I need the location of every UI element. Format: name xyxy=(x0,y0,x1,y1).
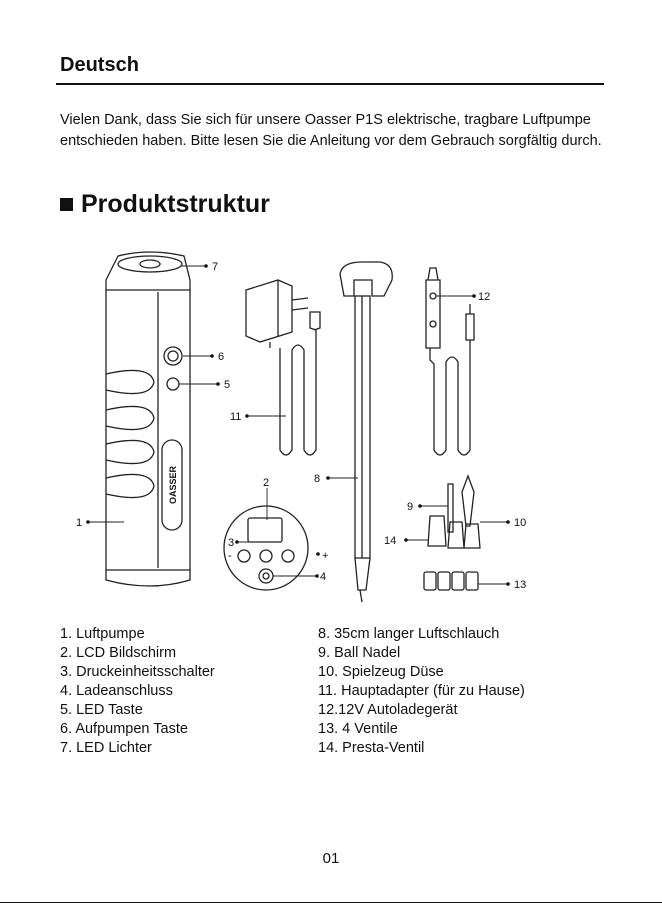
page-number: 01 xyxy=(322,850,340,867)
square-bullet-icon xyxy=(60,198,73,211)
section-title-text: Produktstruktur xyxy=(81,190,270,218)
air-pump-illustration xyxy=(106,252,190,586)
legend-item: 6. Aufpumpen Taste xyxy=(60,721,188,737)
legend-item: 3. Druckeinheitsschalter xyxy=(60,664,215,680)
callout-14: 14 xyxy=(384,535,397,547)
legend-item: 9. Ball Nadel xyxy=(318,645,401,661)
minus-sign-label: - xyxy=(228,550,232,562)
nozzle-set-illustration xyxy=(424,476,480,590)
section-title xyxy=(60,190,270,219)
legend-left xyxy=(60,625,215,758)
callout-5: 5 xyxy=(224,379,231,391)
home-adapter-illustration xyxy=(246,280,320,455)
callout-8: 8 xyxy=(314,473,321,485)
heading-divider xyxy=(56,83,604,85)
legend-item: 11. Hauptadapter (für zu Hause) xyxy=(318,683,525,699)
legend-item: 10. Spielzeug Düse xyxy=(318,664,444,680)
plus-sign-label: + xyxy=(322,550,329,562)
callout-13: 13 xyxy=(514,579,527,591)
intro-paragraph: Vielen Dank, dass Sie sich für unsere Oasser P1S elektrische, tragbare Luftpumpe entschieden haben. Bitte lesen Sie die Anleitung vor dem Gebrauch sorgfältig durch. xyxy=(60,112,602,149)
legend-item: 4. Ladeanschluss xyxy=(60,683,173,699)
legend-item: 8. 35cm langer Luftschlauch xyxy=(318,626,500,642)
legend-item: 7. LED Lichter xyxy=(60,740,152,756)
legend-item: 1. Luftpumpe xyxy=(60,626,145,642)
callout-6: 6 xyxy=(218,351,225,363)
control-panel-illustration xyxy=(224,506,308,590)
callout-9: 9 xyxy=(407,501,414,513)
legend-item: 2. LCD Bildschirm xyxy=(60,645,177,661)
callout-2: 2 xyxy=(263,477,270,489)
callout-10: 10 xyxy=(514,517,527,529)
callout-3: 3 xyxy=(228,537,235,549)
legend-item: 5. LED Taste xyxy=(60,702,143,718)
air-hose-illustration xyxy=(340,262,392,602)
brand-mark-label: OASSER xyxy=(168,465,178,504)
callout-7: 7 xyxy=(212,261,219,273)
page-heading: Deutsch xyxy=(60,54,139,76)
callout-4: 4 xyxy=(320,571,327,583)
callout-11: 11 xyxy=(230,411,242,423)
product-structure-figure xyxy=(0,250,662,610)
legend-right xyxy=(318,625,525,758)
legend-item: 12.12V Autoladegerät xyxy=(318,702,458,718)
legend-item: 14. Presta-Ventil xyxy=(318,740,425,756)
footer-divider xyxy=(0,902,662,903)
callout-12: 12 xyxy=(478,291,491,303)
callout-1: 1 xyxy=(76,517,83,529)
legend-item: 13. 4 Ventile xyxy=(318,721,398,737)
